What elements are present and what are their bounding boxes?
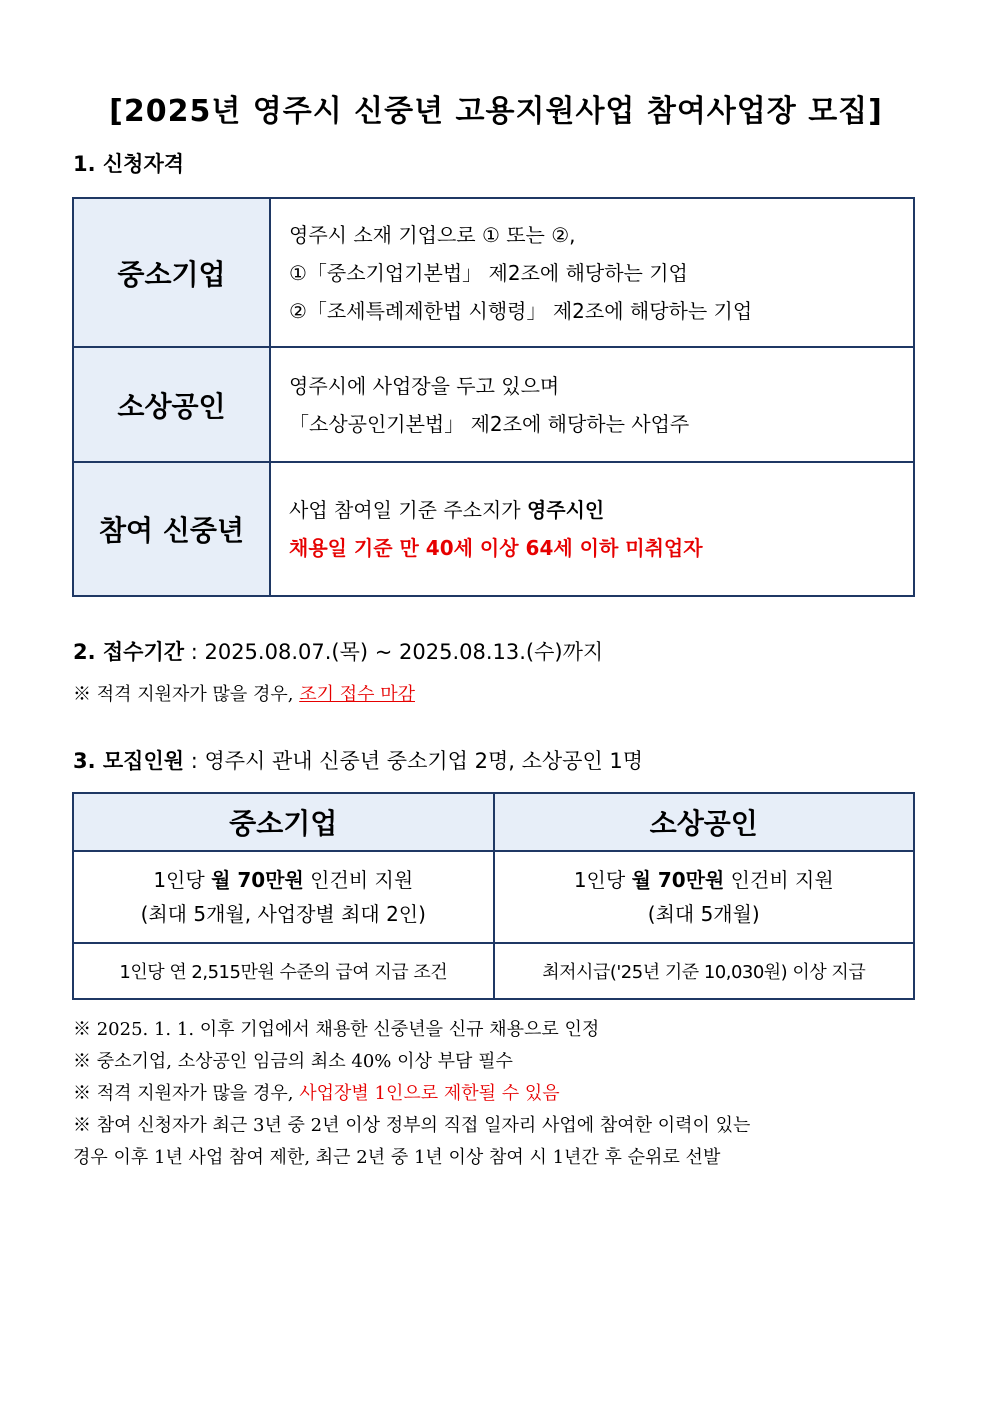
table-row xyxy=(73,347,914,462)
note-participation-history: ※ 참여 신청자가 최근 3년 중 2년 이상 정부의 직접 일자리 사업에 참여한 이력이 있는 xyxy=(73,1115,751,1136)
eligibility-desc-participant xyxy=(270,462,914,596)
note-new-hire: ※ 2025. 1. 1. 이후 기업에서 채용한 신중년을 신규 채용으로 인정 xyxy=(73,1019,600,1040)
column-header-sme: 중소기업 xyxy=(73,793,494,851)
note-highlight: 사업장별 1인으로 제한될 수 있음 xyxy=(299,1083,560,1104)
section3-heading xyxy=(73,745,643,775)
eligibility-label-participant: 참여 신중년 xyxy=(73,462,270,596)
section1-heading: 1. 신청자격 xyxy=(73,152,185,176)
support-text: 인건비 지원 xyxy=(303,868,414,892)
support-text: 1인당 xyxy=(573,868,632,892)
eligibility-desc-sme xyxy=(270,198,914,347)
eligibility-label-small-business: 소상공인 xyxy=(73,347,270,462)
support-text: 인건비 지원 xyxy=(724,868,834,892)
column-header-small-business: 소상공인 xyxy=(494,793,915,851)
page-title: [2025년 영주시 신중년 고용지원사업 참여사업장 모집] xyxy=(109,94,883,129)
eligibility-line: 「소상공인기본법」 제2조에 해당하는 사업주 xyxy=(289,411,690,436)
support-text: 1인당 xyxy=(153,868,212,892)
support-table xyxy=(72,792,915,1000)
section2-heading-label: 2. 접수기간 xyxy=(73,640,185,664)
age-requirement: 채용일 기준 만 40세 이상 64세 이하 미취업자 xyxy=(289,536,703,560)
eligibility-line: ①「중소기업기본법」 제2조에 해당하는 기업 xyxy=(289,260,688,285)
eligibility-label-sme: 중소기업 xyxy=(73,198,270,347)
support-limit: (최대 5개월) xyxy=(647,902,760,926)
note-wage-burden: ※ 중소기업, 소상공인 임금의 최소 40% 이상 부담 필수 xyxy=(73,1051,513,1072)
condition-cell-sme: 1인당 연 2,515만원 수준의 급여 지급 조건 xyxy=(73,943,494,999)
support-cell-small-business xyxy=(494,851,915,943)
support-line xyxy=(496,863,913,897)
note-highlight: 조기 접수 마감 xyxy=(299,684,415,705)
section2-heading xyxy=(73,636,603,666)
recruitment-count: : 영주시 관내 신중년 중소기업 2명, 소상공인 1명 xyxy=(184,749,644,773)
application-period: : 2025.08.07.(목) ~ 2025.08.13.(수)까지 xyxy=(184,640,604,664)
table-row xyxy=(73,462,914,596)
early-close-note xyxy=(73,680,415,706)
eligibility-line: 영주시에 사업장을 두고 있으며 xyxy=(289,373,560,398)
support-amount: 월 70만원 xyxy=(211,868,304,892)
table-row xyxy=(73,943,914,999)
eligibility-line xyxy=(289,491,913,529)
support-line xyxy=(75,863,492,897)
support-amount: 월 70만원 xyxy=(631,868,725,892)
section3-heading-label: 3. 모집인원 xyxy=(73,749,185,773)
line-text-bold: 영주시인 xyxy=(526,498,605,522)
eligibility-line: ②「조세특례제한법 시행령」 제2조에 해당하는 기업 xyxy=(289,298,753,323)
table-row xyxy=(73,851,914,943)
line-text: 사업 참여일 기준 주소지가 xyxy=(289,498,527,522)
note-participation-history-cont: 경우 이후 1년 사업 참여 제한, 최근 2년 중 1년 이상 참여 시 1년간 후 순위로 선발 xyxy=(73,1147,721,1168)
note-text: ※ 적격 지원자가 많을 경우, xyxy=(73,684,300,705)
support-cell-sme xyxy=(73,851,494,943)
eligibility-line: 영주시 소재 기업으로 ① 또는 ②, xyxy=(289,222,576,247)
eligibility-table xyxy=(72,197,915,597)
support-limit: (최대 5개월, 사업장별 최대 2인) xyxy=(140,902,426,926)
table-header-row xyxy=(73,793,914,851)
condition-cell-small-business: 최저시급('25년 기준 10,030원) 이상 지급 xyxy=(494,943,915,999)
table-row xyxy=(73,198,914,347)
eligibility-desc-small-business xyxy=(270,347,914,462)
note-limit xyxy=(73,1079,560,1105)
note-text: ※ 적격 지원자가 많을 경우, xyxy=(73,1083,300,1104)
